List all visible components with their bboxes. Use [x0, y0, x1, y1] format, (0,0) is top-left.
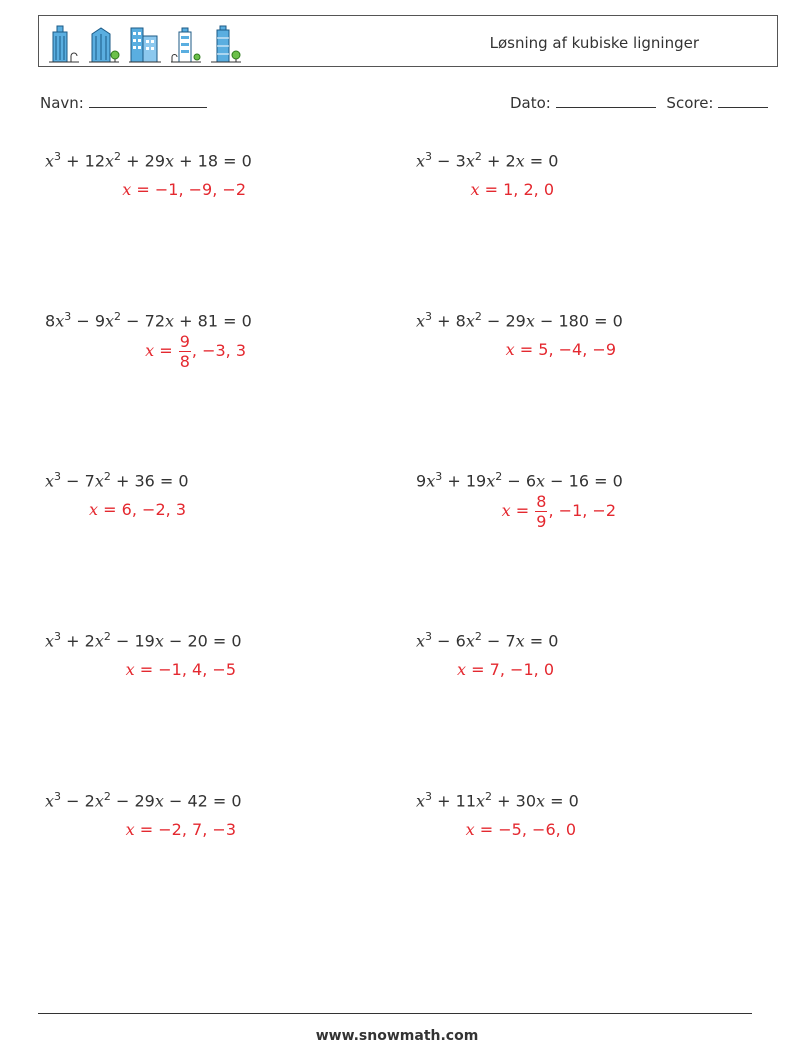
- equation: $x^3 - 3x^2 + 2x = 0$: [416, 150, 559, 171]
- answer: x = −1, 4, −5: [125, 660, 236, 679]
- equation: $x^3 - 2x^2 - 29x - 42 = 0$: [45, 790, 242, 811]
- name-field: [40, 93, 207, 112]
- equation: $x^3 - 7x^2 + 36 = 0$: [45, 470, 189, 491]
- apartment-building-icon: [127, 22, 163, 64]
- equation: $x^3 + 11x^2 + 30x = 0$: [416, 790, 579, 811]
- answer: x = 7, −1, 0: [457, 660, 554, 679]
- answer: x = −5, −6, 0: [465, 820, 576, 839]
- problem-item: [416, 310, 776, 359]
- equation: $9x^3 + 19x^2 - 6x - 16 = 0$: [416, 470, 623, 491]
- answer-fraction: $\frac{8}{9}$: [536, 492, 547, 531]
- footer-website: www.snowmath.com: [315, 1028, 479, 1044]
- problem-item: [45, 630, 405, 679]
- name-blank[interactable]: [89, 93, 207, 108]
- equation: $x^3 + 8x^2 - 29x - 180 = 0$: [416, 310, 623, 331]
- equation: $8x^3 - 9x^2 - 72x + 81 = 0$: [45, 310, 252, 331]
- equation: $x^3 + 12x^2 + 29x + 18 = 0$: [45, 150, 252, 171]
- answer: x = −2, 7, −3: [125, 820, 236, 839]
- problem-item: [416, 790, 776, 839]
- header-icons: [47, 20, 243, 64]
- equation: $x^3 + 2x^2 - 19x - 20 = 0$: [45, 630, 242, 651]
- date-blank[interactable]: [556, 93, 656, 108]
- score-blank[interactable]: [718, 93, 768, 108]
- date-label: Dato:: [510, 94, 551, 112]
- answer: x = 1, 2, 0: [470, 180, 554, 199]
- problem-item: [416, 470, 776, 531]
- problem-item: [416, 630, 776, 679]
- problem-item: [45, 470, 405, 519]
- answer: x = $\frac{9}{8}$ , −3, 3: [145, 332, 246, 371]
- skyscraper-icon: [209, 22, 243, 64]
- answer-fraction: $\frac{9}{8}$: [179, 332, 190, 371]
- date-score-fields: [510, 93, 768, 112]
- answer: x = $\frac{8}{9}$ , −1, −2: [501, 492, 616, 531]
- office-tower-icon: [87, 22, 121, 64]
- worksheet-header: [38, 15, 778, 67]
- building-icon: [47, 22, 81, 64]
- footer-divider: [38, 1013, 752, 1014]
- equation: $x^3 - 6x^2 - 7x = 0$: [416, 630, 559, 651]
- answer: x = 5, −4, −9: [505, 340, 616, 359]
- problem-item: [45, 150, 405, 199]
- worksheet-title: Løsning af kubiske ligninger: [489, 34, 699, 52]
- score-label: Score:: [666, 94, 714, 112]
- hospital-building-icon: [169, 22, 203, 64]
- name-label: Navn:: [40, 94, 84, 112]
- problem-item: [45, 310, 405, 371]
- problem-item: [416, 150, 776, 199]
- answer: x = 6, −2, 3: [89, 500, 186, 519]
- problem-item: [45, 790, 405, 839]
- answer: x = −1, −9, −2: [122, 180, 246, 199]
